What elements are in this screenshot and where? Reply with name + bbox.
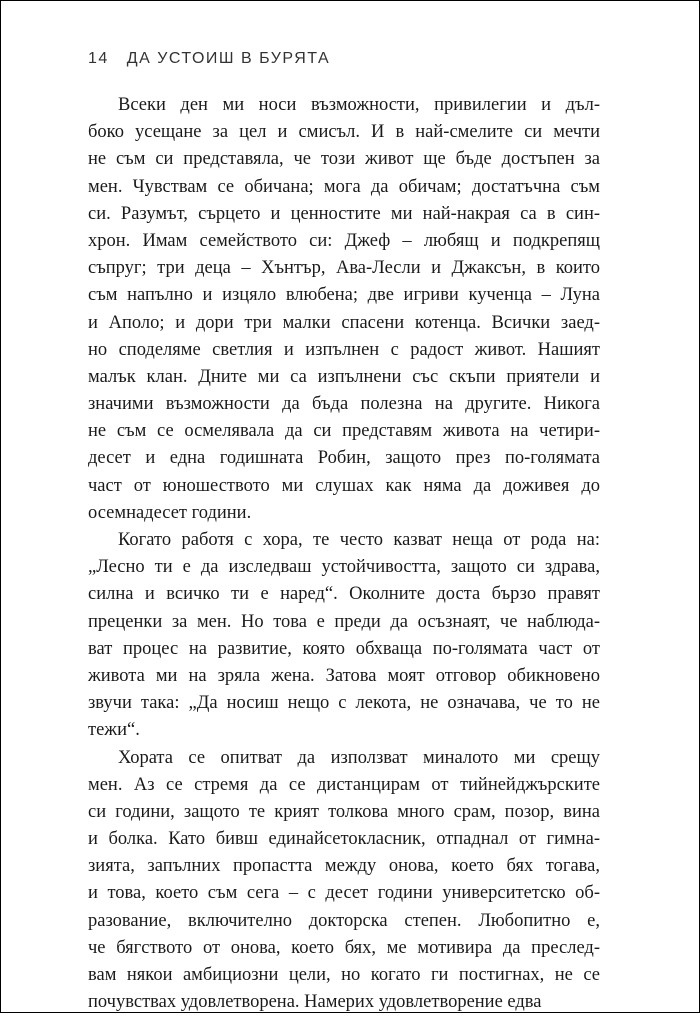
text-line: си години, защото те крият толкова много срам, позор, вина: [88, 801, 600, 822]
text-line: съпруг; три деца – Хънтър, Ава-Лесли и Джаксън, в които: [88, 258, 600, 279]
text-line: силна и всичко ти е наред“. Околните доста бързо правят: [88, 584, 600, 605]
text-line: си. Разумът, сърцето и ценностите ми най-накрая са в син-: [88, 203, 600, 224]
text-line: разование, включително докторска степен. Любопитно е,: [88, 910, 600, 931]
text-line: преценки за мен. Но това е преди да осъзнаят, че наблюда-: [88, 611, 600, 632]
text-line: но споделяме светлия и изпълнен с радост живот. Нашият: [88, 339, 600, 360]
text-line: Всеки ден ми носи възможности, привилегии и дъл-: [118, 95, 600, 115]
text-line: и това, което съм сега – с десет години университетско об-: [88, 883, 600, 904]
text-line: Хората се опитват да използват миналото ми срещу: [118, 747, 600, 768]
book-title: ДА УСТОИШ В БУРЯТА: [126, 50, 331, 67]
text-line: съм напълно и изцяло влюбена; две игриви кученца – Луна: [88, 285, 600, 306]
text-line: значими възможности да бъда полезна на другите. Никога: [88, 394, 600, 415]
text-line: живота ми на зряла жена. Затова моят отговор обикновено: [88, 665, 600, 686]
text-line: мен. Аз се стремя да се дистанцирам от тийнейджърските: [88, 774, 600, 795]
text-line: част от юношеството ми слушах как няма да доживея до: [88, 475, 600, 496]
text-line: че бягството от онова, което бях, ме мотивира да преслед-: [88, 937, 600, 958]
text-line: мен. Чувствам се обичана; мога да обичам; достатъчна съм: [88, 176, 600, 197]
text-line: зията, запълних пропастта между онова, което бях тогава,: [88, 856, 600, 877]
text-line: не съм си представяла, че този живот ще бъде достъпен за: [88, 149, 600, 170]
page-number: 14: [88, 50, 109, 67]
text-line: и болка. Като бивш единайсетокласник, отпаднал от гимна-: [88, 829, 600, 850]
text-line: звучи така: „Да носиш нещо с лекота, не означава, че то не: [88, 693, 600, 714]
text-line: почувствах удовлетворена. Намерих удовлетворение едва: [88, 992, 542, 1013]
text-line: осемнадесет години.: [88, 502, 252, 523]
text-line: „Лесно ти е да изследваш устойчивостта, защото си здрава,: [88, 557, 600, 578]
text-line: вам някои амбициозни цели, но когато ги постигнах, не се: [88, 965, 600, 985]
text-line: боко усещане за цел и смисъл. И в най-смелите си мечти: [88, 122, 600, 143]
text-line: Когато работя с хора, те често казват неща от рода на:: [118, 530, 600, 550]
text-line: десет и една годишната Робин, защото през по-голямата: [88, 448, 600, 469]
text-line: ват процес на развитие, която обхваща по-голямата част от: [88, 638, 600, 659]
running-head: [88, 50, 330, 68]
body-text: [88, 92, 600, 1016]
text-line: и Аполо; и дори три малки спасени котенца. Всички заед-: [88, 312, 600, 333]
text-line: хрон. Имам семейството си: Джеф – любящ и подкрепящ: [88, 230, 600, 251]
text-line: не съм се осмелявала да си представям живота на четири-: [88, 421, 600, 442]
text-line: тежи“.: [88, 720, 140, 741]
text-line: малък клан. Дните ми са изпълнени със скъпи приятели и: [88, 366, 600, 387]
